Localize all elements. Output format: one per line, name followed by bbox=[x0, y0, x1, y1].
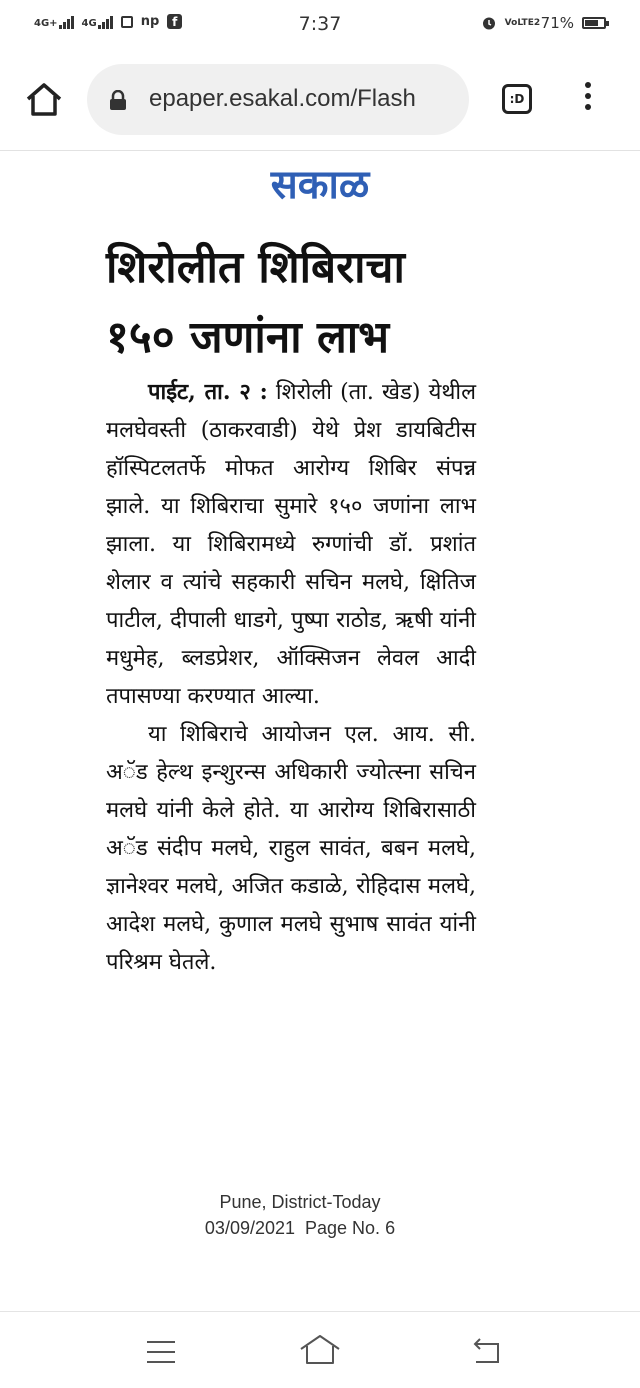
volte-indicator: VoLTE2 bbox=[504, 17, 541, 28]
address-bar[interactable] bbox=[87, 64, 469, 135]
paragraph-2: या शिबिराचे आयोजन एल. आय. सी. अॅड हेल्थ इन्शुरन्स अधिकारी ज्योत्स्ना सचिन मलघे यांनी केले होते. या आरोग्य शिबिरासाठी अॅड संदीप मलघे, राहुल सावंत, बबन मलघे, ज्ञानेश्वर मलघे, अजित कडाळे, रोहिदास मलघे, आदेश मलघे, कुणाल मलघे सुभाष सावंत यांनी परिश्रम घेतले. bbox=[106, 722, 476, 975]
article-headline bbox=[106, 233, 536, 373]
status-right bbox=[481, 14, 606, 32]
system-nav-bar bbox=[0, 1311, 640, 1388]
home-icon[interactable] bbox=[22, 78, 66, 122]
headline-line-1: शिरोलीत शिबिराचा bbox=[106, 242, 405, 293]
article-body bbox=[106, 373, 476, 982]
nav-menu-icon[interactable] bbox=[147, 1341, 175, 1363]
source-line: Pune, District-Today bbox=[219, 1192, 381, 1212]
newspaper-masthead: सकाळ bbox=[270, 161, 370, 208]
battery-percent: 71% bbox=[540, 14, 574, 32]
status-bar bbox=[0, 0, 640, 50]
more-vert-icon[interactable] bbox=[580, 82, 596, 118]
epaper-article bbox=[0, 151, 640, 1311]
network-type-2: 4G bbox=[81, 17, 97, 29]
tabs-icon[interactable]: :D bbox=[502, 84, 532, 114]
lock-icon bbox=[109, 90, 127, 110]
article-source bbox=[0, 1189, 600, 1241]
battery-icon bbox=[582, 17, 606, 29]
np-notification: np bbox=[140, 14, 160, 29]
headline-line-2: १५० जणांना लाभ bbox=[106, 312, 390, 363]
dateline: पाईट, ता. २ : bbox=[148, 379, 268, 405]
url-text[interactable]: epaper.esakal.com/Flash bbox=[149, 85, 416, 112]
paragraph-1 bbox=[106, 373, 476, 716]
alarm-icon bbox=[481, 15, 497, 31]
network-type-1: 4G+ bbox=[34, 17, 58, 29]
nav-back-icon[interactable] bbox=[470, 1334, 502, 1366]
facebook-icon: f bbox=[167, 14, 182, 29]
nav-home-icon[interactable] bbox=[298, 1332, 342, 1368]
paragraph-1-text: शिरोली (ता. खेड) येथील मलघेवस्ती (ठाकरवाडी) येथे प्रेश डायबिटीस हॉस्पिटलतर्फे मोफत आरोग्य शिबिर संपन्न झाले. या शिबिराचा सुमारे १५० जणांना लाभ झाला. या शिबिरामध्ये रुग्णांची डॉ. प्रशांत शेलार व त्यांचे सहकारी सचिन मलघे, क्षितिज पाटील, दीपाली धाडगे, पुष्पा राठोड, ऋषी यांनी मधुमेह, ब्लडप्रेशर, ऑक्सिजन लेवल आदी तपासण्या करण्यात आल्या. bbox=[106, 380, 477, 709]
date-page-line: 03/09/2021 Page No. 6 bbox=[204, 1218, 396, 1238]
clock: 7:37 bbox=[298, 13, 342, 35]
browser-toolbar bbox=[0, 50, 640, 151]
battery-level bbox=[585, 20, 598, 26]
